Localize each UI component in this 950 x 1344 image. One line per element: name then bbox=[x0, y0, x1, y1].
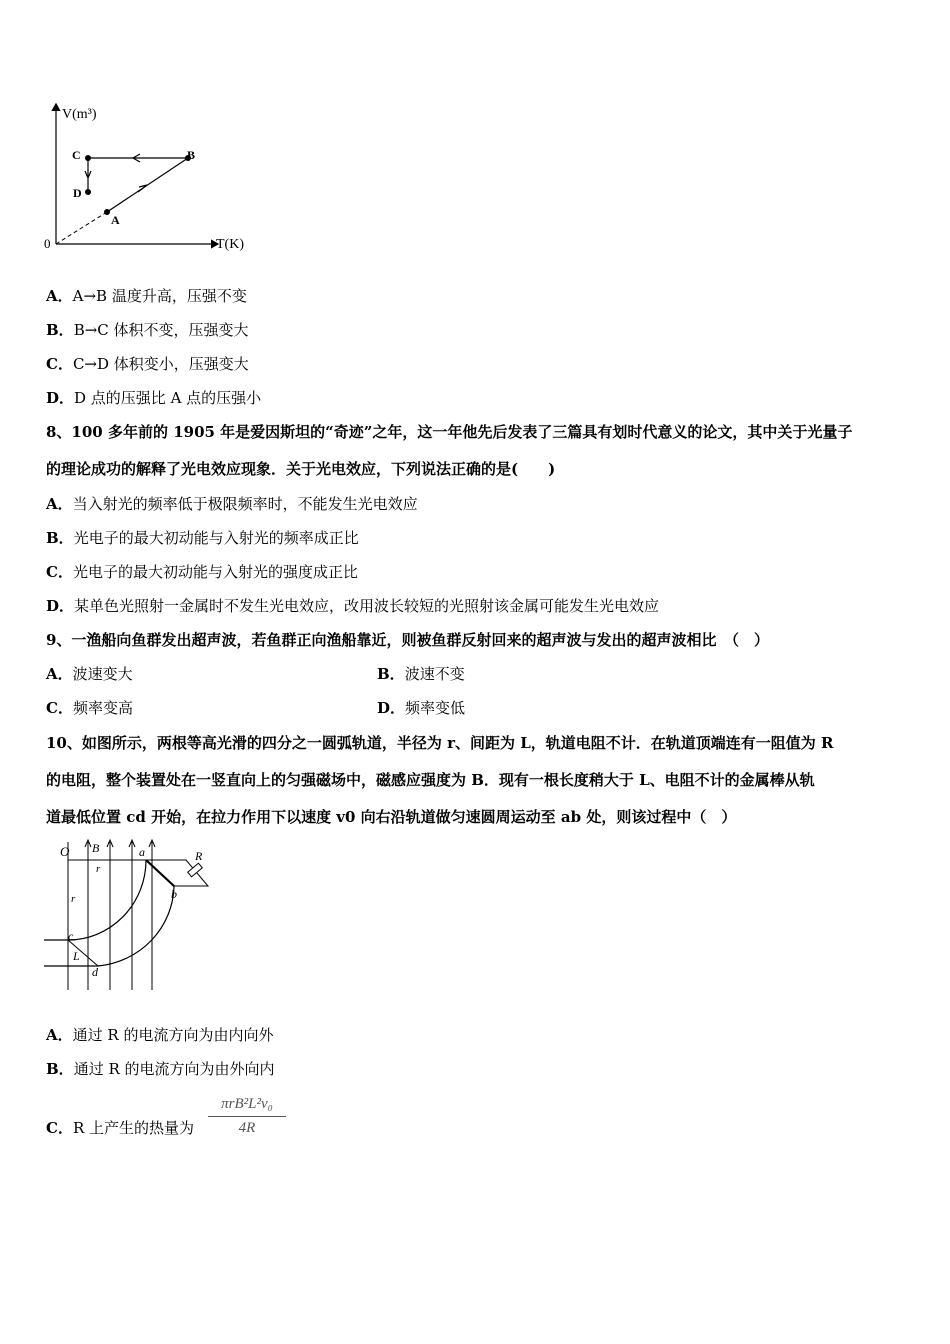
q8-option-a-text: 当入射光的频率低于极限频率时，不能发生光电效应 bbox=[72, 495, 418, 513]
q7-option-b bbox=[46, 320, 249, 340]
q10-option-b-letter: B． bbox=[46, 1060, 74, 1078]
q7-option-a-text: A→B 温度升高，压强不变 bbox=[72, 287, 247, 305]
label-a: a bbox=[139, 845, 145, 859]
q10-option-a-text: 通过 R 的电流方向为由内向外 bbox=[72, 1026, 274, 1044]
q7-option-c bbox=[46, 354, 249, 374]
vt-graph bbox=[40, 96, 260, 256]
heat-formula bbox=[208, 1094, 286, 1139]
label-b: B bbox=[187, 148, 196, 162]
formula-denominator: 4R bbox=[238, 1120, 256, 1136]
label-r-side: r bbox=[71, 893, 76, 905]
q8-option-b bbox=[46, 528, 359, 548]
q7-option-a bbox=[46, 286, 247, 306]
point-a bbox=[104, 209, 110, 215]
label-r-resistor: R bbox=[195, 849, 203, 863]
q9-option-d-text: 频率变低 bbox=[405, 699, 466, 717]
rod-ab bbox=[146, 860, 174, 886]
q10-option-b-text: 通过 R 的电流方向为由外向内 bbox=[73, 1060, 275, 1078]
label-d: D bbox=[73, 186, 82, 200]
inner-rail bbox=[68, 860, 146, 940]
label-d: d bbox=[92, 965, 98, 979]
label-b: b bbox=[171, 887, 177, 901]
formula-numerator: πrB²L²v₀ bbox=[208, 1094, 286, 1117]
label-l: L bbox=[73, 949, 80, 963]
label-o: O bbox=[60, 844, 70, 859]
q8-stem-line2: 的理论成功的解释了光电效应现象．关于光电效应，下列说法正确的是( ) bbox=[46, 460, 556, 478]
x-axis-label: T(K) bbox=[216, 237, 244, 252]
q9-option-c-letter: C． bbox=[46, 699, 73, 717]
q8-option-c bbox=[46, 562, 358, 582]
q10-option-c bbox=[46, 1118, 194, 1138]
label-c: C bbox=[72, 148, 81, 162]
q10-option-b bbox=[46, 1059, 275, 1079]
q10-option-c-text: R 上产生的热量为 bbox=[72, 1119, 195, 1137]
q7-option-a-letter: A． bbox=[46, 287, 73, 305]
q10-stem-line3: 道最低位置 cd 开始，在拉力作用下以速度 v0 向右沿轨道做匀速圆周运动至 ab 处，则该过程中（ ） bbox=[46, 808, 737, 826]
point-c bbox=[85, 155, 91, 161]
label-a: A bbox=[111, 213, 120, 227]
q9-option-b-text: 波速不变 bbox=[404, 665, 465, 683]
q10-option-a bbox=[46, 1025, 273, 1045]
q7-option-d-text: D 点的压强比 A 点的压强小 bbox=[74, 389, 262, 407]
q8-option-c-letter: C． bbox=[46, 563, 73, 581]
q7-option-b-text: B→C 体积不变，压强变大 bbox=[73, 321, 249, 339]
origin-label: 0 bbox=[44, 236, 51, 251]
q8-option-c-text: 光电子的最大初动能与入射光的强度成正比 bbox=[72, 563, 358, 581]
q8-option-b-letter: B． bbox=[46, 529, 74, 547]
q9-option-c-text: 频率变高 bbox=[72, 699, 133, 717]
q8-option-d-letter: D． bbox=[46, 597, 75, 615]
q9-option-a-letter: A． bbox=[46, 665, 73, 683]
q8-option-b-text: 光电子的最大初动能与入射光的频率成正比 bbox=[73, 529, 359, 547]
q7-option-d bbox=[46, 388, 261, 408]
rail-figure bbox=[40, 836, 220, 996]
q9-option-c bbox=[46, 698, 133, 718]
q7-option-c-letter: C． bbox=[46, 355, 73, 373]
q9-option-d bbox=[377, 698, 465, 718]
arrow-a-b bbox=[138, 185, 147, 192]
q9-option-b bbox=[377, 664, 465, 684]
q8-option-d-text: 某单色光照射一金属时不发生光电效应，改用波长较短的光照射该金属可能发生光电效应 bbox=[74, 597, 660, 615]
q9-option-a bbox=[46, 664, 133, 684]
q7-option-d-letter: D． bbox=[46, 389, 75, 407]
q9-option-d-letter: D． bbox=[377, 699, 406, 717]
q8-option-a bbox=[46, 494, 418, 514]
label-r-top: r bbox=[96, 863, 101, 875]
q9-option-b-letter: B． bbox=[377, 665, 405, 683]
q8-stem-line1: 8、100 多年前的 1905 年是爱因斯坦的“奇迹”之年，这一年他先后发表了三篇具有划时代意义的论文，其中关于光量子 bbox=[46, 423, 853, 441]
label-b-field: B bbox=[92, 841, 100, 855]
q10-stem-line2: 的电阻，整个装置处在一竖直向上的匀强磁场中，磁感应强度为 B．现有一根长度稍大于 L、电阻不计的金属棒从轨 bbox=[46, 771, 815, 789]
label-c: c bbox=[68, 929, 74, 943]
q10-option-a-letter: A． bbox=[46, 1026, 73, 1044]
path-a-b bbox=[107, 158, 188, 212]
q8-option-d bbox=[46, 596, 659, 616]
point-d bbox=[85, 189, 91, 195]
q9-stem: 9、一渔船向鱼群发出超声波，若鱼群正向渔船靠近，则被鱼群反射回来的超声波与发出的超声波相比 （ ） bbox=[46, 631, 769, 649]
q10-option-c-letter: C． bbox=[46, 1119, 73, 1137]
q8-option-a-letter: A． bbox=[46, 495, 73, 513]
q7-option-b-letter: B． bbox=[46, 321, 74, 339]
q7-option-c-text: C→D 体积变小，压强变大 bbox=[72, 355, 249, 373]
dashed-extension bbox=[56, 212, 107, 244]
q10-stem-line1: 10、如图所示，两根等高光滑的四分之一圆弧轨道，半径为 r、间距为 L，轨道电阻不计．在轨道顶端连有一阻值为 R bbox=[46, 734, 834, 752]
y-axis-label: V(m³) bbox=[62, 107, 97, 122]
q9-option-a-text: 波速变大 bbox=[72, 665, 133, 683]
